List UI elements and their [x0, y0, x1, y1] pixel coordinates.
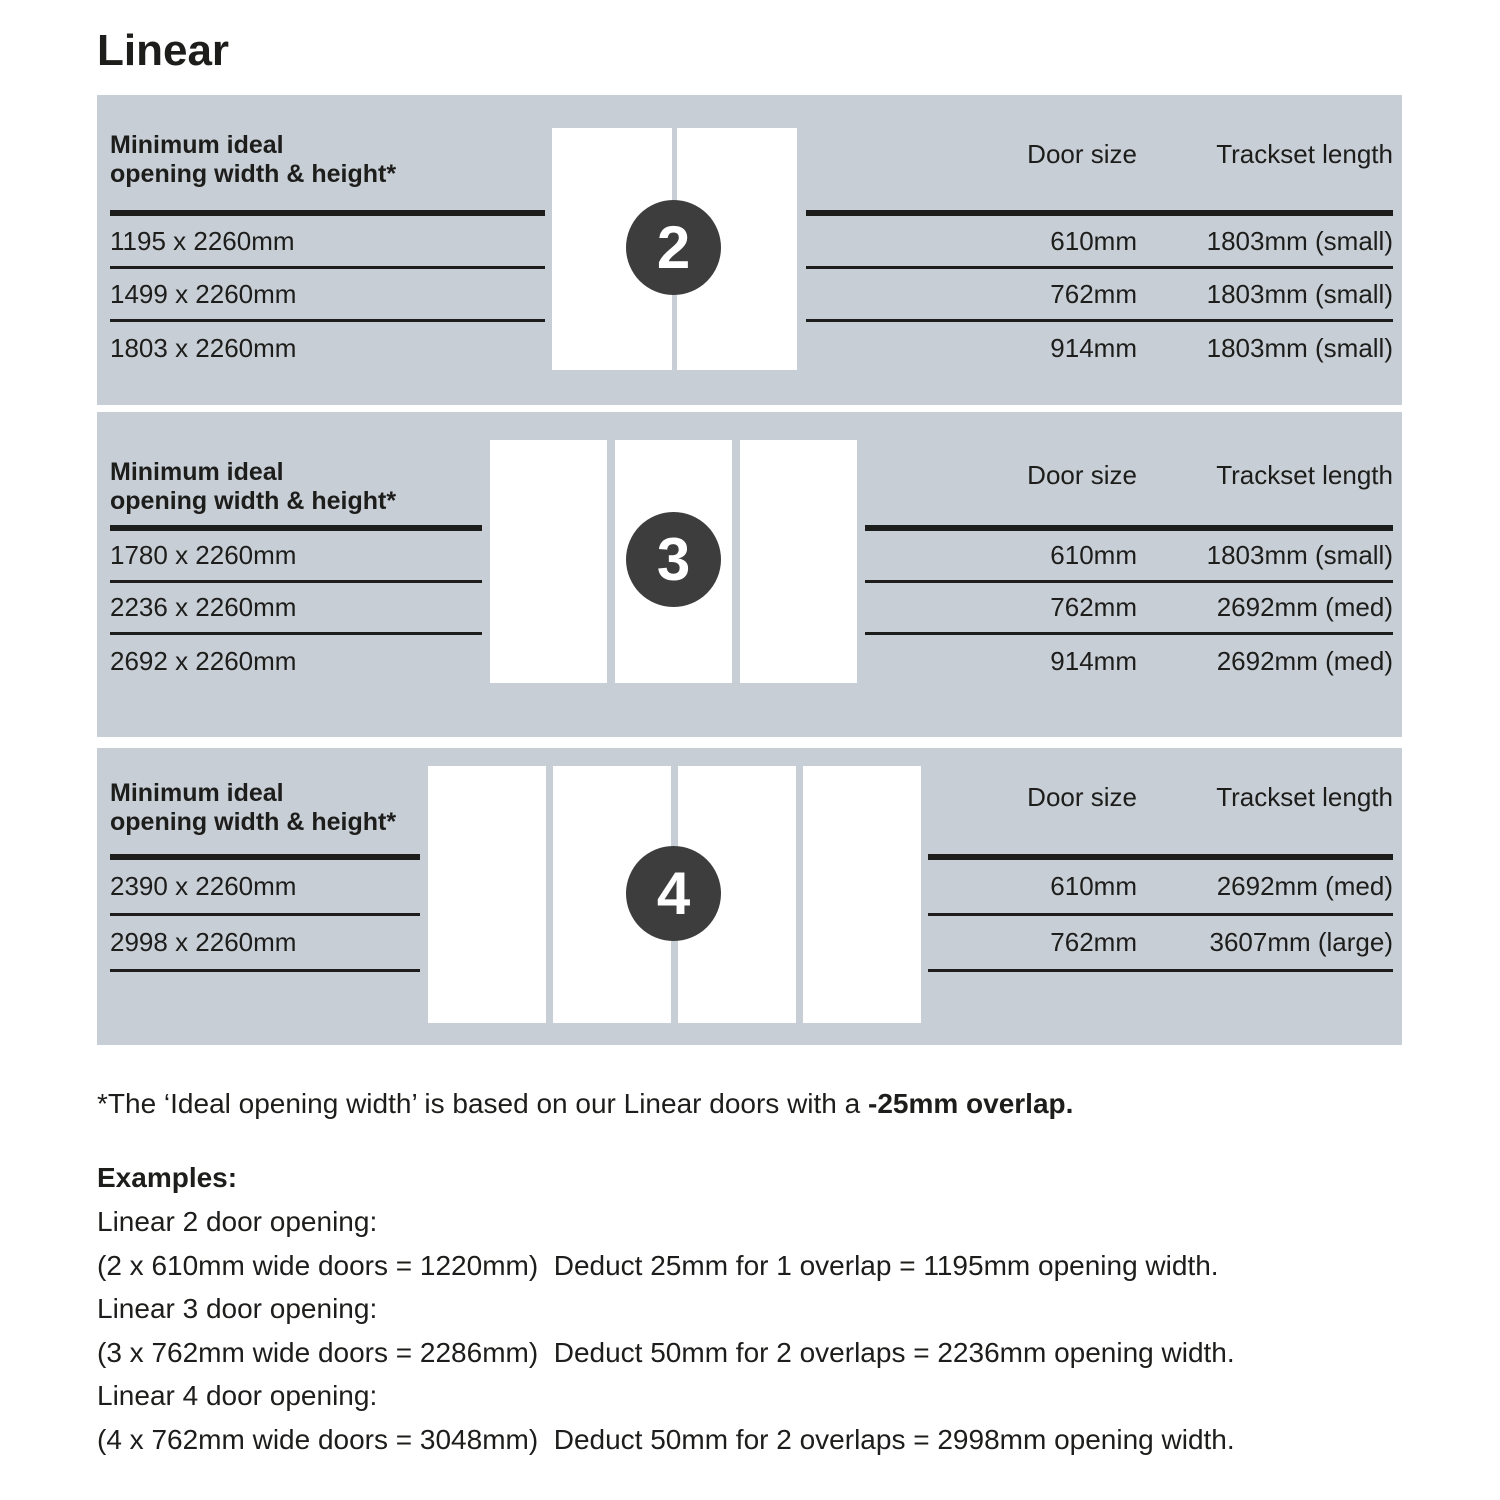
size-table — [928, 748, 1393, 1045]
door-size-value: 610mm — [1050, 225, 1137, 256]
size-table-header — [806, 139, 1393, 170]
linear-3-door-illustration — [490, 440, 857, 683]
page-title: Linear — [97, 26, 230, 75]
opening-value: 2692 x 2260mm — [110, 645, 297, 676]
door-count-badge: 4 — [626, 846, 721, 941]
size-table-row — [806, 269, 1393, 322]
trackset-length-value: 2692mm (med) — [1216, 592, 1393, 622]
opening-column — [110, 412, 482, 737]
footnote — [97, 1088, 1073, 1120]
door-count-badge: 2 — [626, 200, 721, 295]
door-size-value: 914mm — [1050, 645, 1137, 676]
trackset-column-header: Trackset length — [1216, 782, 1393, 812]
trackset-length-value: 2692mm (med) — [1216, 645, 1393, 676]
trackset-length-value: 1803mm (small) — [1206, 278, 1393, 309]
size-table-row — [806, 322, 1393, 375]
opening-column — [110, 748, 420, 1045]
opening-header-line-1: Minimum ideal — [110, 458, 284, 486]
trackset-column-header: Trackset length — [1216, 460, 1393, 490]
size-table-row — [928, 916, 1393, 972]
linear-2-door-illustration — [552, 128, 797, 370]
trackset-length-value: 1803mm (small) — [1206, 540, 1393, 570]
linear-4-door-section — [97, 748, 1402, 1045]
trackset-column-header: Trackset length — [1216, 139, 1393, 169]
opening-header-line-1: Minimum ideal — [110, 131, 284, 159]
footnote-bold-text: -25mm overlap. — [868, 1088, 1074, 1119]
example-line: Linear 3 door opening: — [97, 1293, 378, 1324]
opening-row — [110, 322, 545, 375]
example-line: Linear 4 door opening: — [97, 1380, 378, 1411]
opening-value: 2998 x 2260mm — [110, 927, 297, 957]
size-table-rows — [865, 525, 1393, 687]
opening-header-line-2: opening width & height* — [110, 487, 397, 515]
size-table — [865, 412, 1393, 737]
opening-header-line-2: opening width & height* — [110, 160, 397, 188]
size-table-row — [865, 531, 1393, 583]
opening-row — [110, 531, 482, 583]
spec-panel — [97, 95, 1402, 1045]
opening-value: 2390 x 2260mm — [110, 871, 297, 901]
size-table-rows — [806, 210, 1393, 375]
opening-rows — [110, 525, 482, 687]
size-table-header — [865, 460, 1393, 491]
door-panel — [740, 440, 857, 683]
size-table-header — [928, 782, 1393, 813]
opening-value: 1780 x 2260mm — [110, 540, 297, 570]
door-panel — [490, 440, 607, 683]
trackset-length-value: 3607mm (large) — [1209, 927, 1393, 957]
door-size-column-header: Door size — [1027, 139, 1137, 169]
opening-row — [110, 583, 482, 635]
example-line: (4 x 762mm wide doors = 3048mm) Deduct 50mm for 2 overlaps = 2998mm opening width. — [97, 1423, 1235, 1455]
opening-row — [110, 860, 420, 916]
size-table-row — [865, 635, 1393, 687]
footnote-text: *The ‘Ideal opening width’ is based on our Linear doors with a — [97, 1088, 868, 1119]
opening-rows — [110, 854, 420, 972]
door-size-value: 762mm — [1050, 927, 1137, 957]
opening-column — [110, 95, 545, 405]
size-table-row — [865, 583, 1393, 635]
example-line: (2 x 610mm wide doors = 1220mm) Deduct 25mm for 1 overlap = 1195mm opening width. — [97, 1249, 1219, 1281]
linear-3-door-section — [97, 412, 1402, 737]
opening-value: 1803 x 2260mm — [110, 333, 297, 363]
opening-rows — [110, 210, 545, 375]
opening-header-line-1: Minimum ideal — [110, 779, 284, 807]
opening-column-header — [110, 779, 396, 837]
opening-row — [110, 916, 420, 972]
linear-4-door-illustration — [428, 766, 921, 1023]
opening-value: 1499 x 2260mm — [110, 278, 297, 309]
opening-column-header — [110, 131, 396, 189]
door-size-value: 914mm — [1050, 333, 1137, 363]
trackset-length-value: 1803mm (small) — [1206, 333, 1393, 363]
opening-value: 2236 x 2260mm — [110, 592, 297, 622]
door-size-column-header: Door size — [1027, 460, 1137, 490]
door-size-value: 610mm — [1050, 540, 1137, 570]
trackset-length-value: 1803mm (small) — [1206, 225, 1393, 256]
trackset-length-value: 2692mm (med) — [1216, 871, 1393, 901]
door-size-value: 762mm — [1050, 278, 1137, 309]
examples-heading: Examples: — [97, 1162, 238, 1193]
door-size-value: 762mm — [1050, 592, 1137, 622]
opening-row — [110, 216, 545, 269]
opening-column-header — [110, 458, 396, 516]
linear-2-door-section — [97, 95, 1402, 405]
size-table — [806, 95, 1393, 405]
door-count-badge: 3 — [626, 512, 721, 607]
size-table-row — [806, 216, 1393, 269]
example-line: (3 x 762mm wide doors = 2286mm) Deduct 50mm for 2 overlaps = 2236mm opening width. — [97, 1336, 1235, 1368]
door-size-value: 610mm — [1050, 871, 1137, 901]
door-size-column-header: Door size — [1027, 782, 1137, 812]
examples-list — [97, 1200, 1235, 1461]
example-line: Linear 2 door opening: — [97, 1206, 378, 1237]
opening-value: 1195 x 2260mm — [110, 225, 295, 256]
opening-header-line-2: opening width & height* — [110, 808, 397, 836]
door-panel — [428, 766, 546, 1023]
opening-row — [110, 269, 545, 322]
size-table-rows — [928, 854, 1393, 972]
opening-row — [110, 635, 482, 687]
door-panel — [803, 766, 921, 1023]
size-table-row — [928, 860, 1393, 916]
